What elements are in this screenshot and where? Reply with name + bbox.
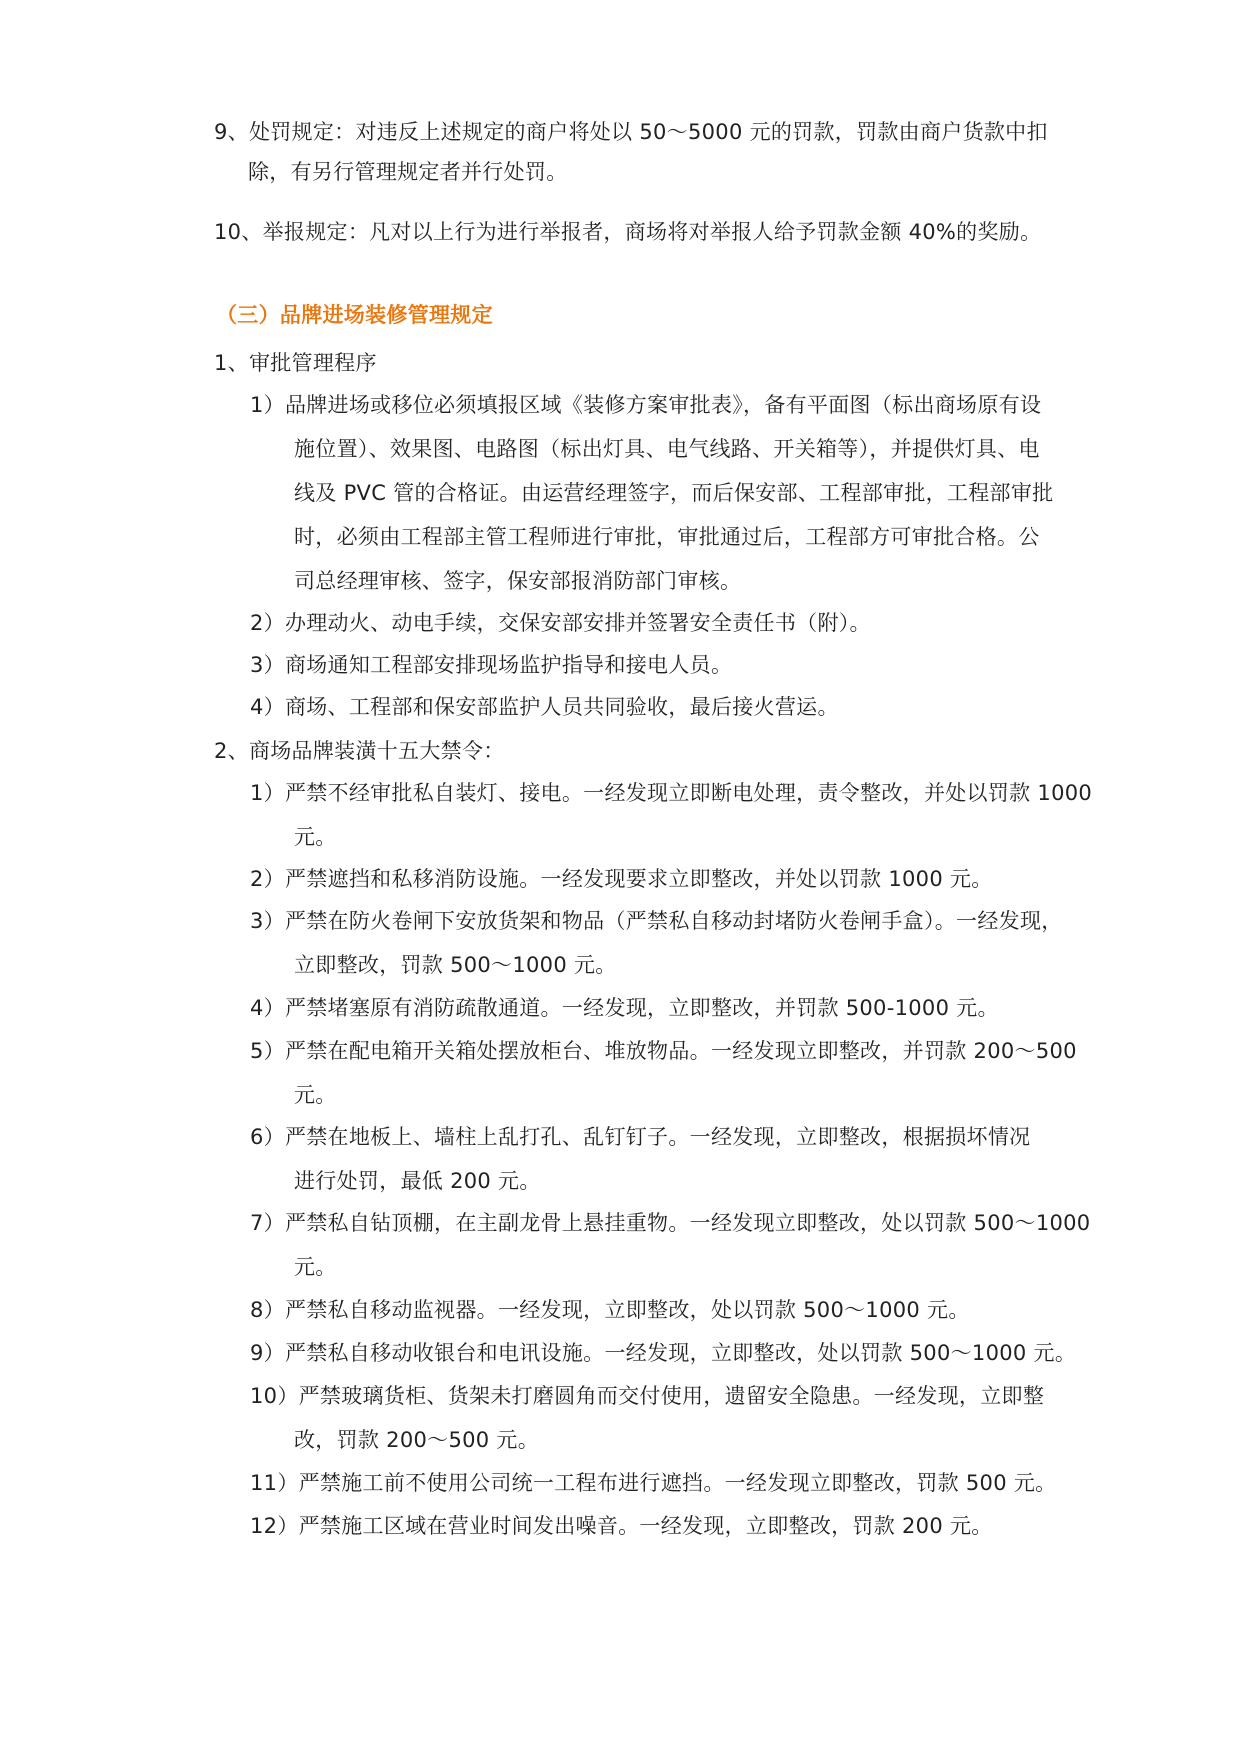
part2-item-6-line-2: 进行处罚，最低 200 元。 bbox=[294, 1169, 541, 1193]
part2-item-5-line-2: 元。 bbox=[294, 1083, 337, 1107]
rule-9-line-2: 除，有另行管理规定者并行处罚。 bbox=[248, 160, 568, 184]
part1-item-1-line-3: 线及 PVC 管的合格证。由运营经理签字，而后保安部、工程部审批，工程部审批 bbox=[294, 481, 1054, 505]
part1-item-3: 3）商场通知工程部安排现场监护指导和接电人员。 bbox=[250, 653, 733, 677]
rule-9-line-1: 9、处罚规定：对违反上述规定的商户将处以 50～5000 元的罚款，罚款由商户货款中扣 bbox=[214, 120, 1048, 144]
part1-title: 1、审批管理程序 bbox=[214, 351, 377, 375]
part2-item-12: 12）严禁施工区域在营业时间发出噪音。一经发现，立即整改，罚款 200 元。 bbox=[250, 1514, 993, 1538]
part2-item-2: 2）严禁遮挡和私移消防设施。一经发现要求立即整改，并处以罚款 1000 元。 bbox=[250, 867, 993, 891]
part2-item-4: 4）严禁堵塞原有消防疏散通道。一经发现，立即整改，并罚款 500-1000 元。 bbox=[250, 996, 999, 1020]
part2-item-7-line-1: 7）严禁私自钻顶棚，在主副龙骨上悬挂重物。一经发现立即整改，处以罚款 500～1000 bbox=[250, 1211, 1091, 1235]
part1-item-1-line-4: 时，必须由工程部主管工程师进行审批，审批通过后，工程部方可审批合格。公 bbox=[294, 525, 1040, 549]
part2-item-1-line-1: 1）严禁不经审批私自装灯、接电。一经发现立即断电处理，责令整改，并处以罚款 1000 bbox=[250, 781, 1093, 805]
part1-item-4: 4）商场、工程部和保安部监护人员共同验收，最后接火营运。 bbox=[250, 695, 839, 719]
part2-item-10-line-2: 改，罚款 200～500 元。 bbox=[294, 1428, 540, 1452]
part2-item-7-line-2: 元。 bbox=[294, 1255, 337, 1279]
part2-item-3-line-1: 3）严禁在防火卷闸下安放货架和物品（严禁私自移动封堵防火卷闸手盒）。一经发现， bbox=[250, 909, 1063, 933]
part2-item-11: 11）严禁施工前不使用公司统一工程布进行遮挡。一经发现立即整改，罚款 500 元。 bbox=[250, 1471, 1057, 1495]
part1-item-1-line-5: 司总经理审核、签字，保安部报消防部门审核。 bbox=[294, 569, 742, 593]
part1-item-1-line-2: 施位置）、效果图、电路图（标出灯具、电气线路、开关箱等），并提供灯具、电 bbox=[294, 437, 1040, 461]
part2-title: 2、商场品牌装潢十五大禁令： bbox=[214, 739, 505, 763]
rule-10-line-1: 10、举报规定：凡对以上行为进行举报者，商场将对举报人给予罚款金额 40%的奖励。 bbox=[214, 220, 1042, 244]
part2-item-8: 8）严禁私自移动监视器。一经发现，立即整改，处以罚款 500～1000 元。 bbox=[250, 1298, 970, 1322]
part1-item-2: 2）办理动火、动电手续，交保安部安排并签署安全责任书（附）。 bbox=[250, 611, 871, 635]
part2-item-5-line-1: 5）严禁在配电箱开关箱处摆放柜台、堆放物品。一经发现立即整改，并罚款 200～500 bbox=[250, 1039, 1077, 1063]
part2-item-1-line-2: 元。 bbox=[294, 825, 337, 849]
part2-item-6-line-1: 6）严禁在地板上、墙柱上乱打孔、乱钉钉子。一经发现，立即整改，根据损坏情况 bbox=[250, 1125, 1031, 1149]
part2-item-9: 9）严禁私自移动收银台和电讯设施。一经发现，立即整改，处以罚款 500～1000 元。 bbox=[250, 1341, 1077, 1365]
section-heading: （三）品牌进场装修管理规定 bbox=[216, 303, 493, 327]
part1-item-1-line-1: 1）品牌进场或移位必须填报区域《装修方案审批表》，备有平面图（标出商场原有设 bbox=[250, 393, 1042, 417]
part2-item-10-line-1: 10）严禁玻璃货柜、货架未打磨圆角而交付使用，遗留安全隐患。一经发现，立即整 bbox=[250, 1384, 1045, 1408]
part2-item-3-line-2: 立即整改，罚款 500～1000 元。 bbox=[294, 953, 617, 977]
